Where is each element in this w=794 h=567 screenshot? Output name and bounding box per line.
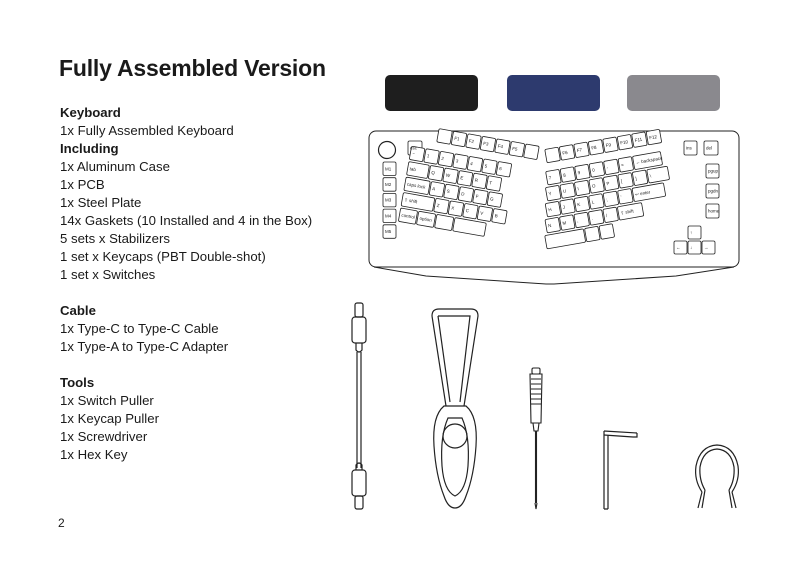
key-label: del bbox=[706, 145, 713, 151]
color-swatch-navy bbox=[507, 75, 600, 111]
key-label: N bbox=[547, 222, 552, 229]
key-label: F11 bbox=[634, 136, 643, 143]
key-label: F1 bbox=[453, 135, 460, 142]
key-label: \ bbox=[649, 173, 652, 179]
key-label: F7 bbox=[576, 147, 583, 154]
key-label: F8 bbox=[590, 144, 597, 151]
key-label: F10 bbox=[619, 139, 629, 146]
list-item: 1 set x Switches bbox=[60, 267, 156, 282]
color-swatch-black bbox=[385, 75, 478, 111]
key-label: O bbox=[591, 183, 596, 189]
key-label: F6 bbox=[561, 149, 568, 156]
key-label: . bbox=[591, 215, 594, 221]
key-label: 2 bbox=[440, 155, 445, 162]
key-label: V bbox=[479, 210, 484, 216]
key-label: G bbox=[489, 196, 495, 202]
screwdriver-illustration bbox=[524, 365, 548, 515]
package-contents-list bbox=[60, 104, 312, 464]
key-label: U bbox=[562, 188, 567, 194]
key-label: Q bbox=[430, 169, 436, 176]
list-item: 14x Gaskets (10 Installed and 4 in the Box) bbox=[60, 213, 313, 228]
key-label: [ bbox=[620, 178, 623, 184]
key-label: F bbox=[475, 193, 479, 200]
keycap-puller-illustration bbox=[424, 306, 486, 516]
keycap bbox=[437, 129, 453, 145]
list-item: 1x Screwdriver bbox=[60, 429, 148, 444]
key-label: - bbox=[606, 165, 609, 171]
list-item: 1 set x Keycaps (PBT Double-shot) bbox=[60, 249, 266, 264]
keycap bbox=[453, 218, 487, 237]
key-label: ins bbox=[686, 145, 692, 151]
key-label: ~ bbox=[411, 150, 416, 157]
key-label: pgup bbox=[708, 168, 719, 174]
knob-icon bbox=[379, 142, 396, 159]
key-label: ' bbox=[620, 194, 622, 200]
list-item: 1x Keycap Puller bbox=[60, 411, 159, 426]
page-number: 2 bbox=[58, 516, 65, 530]
key-label: ] bbox=[634, 175, 638, 182]
key-label: F2 bbox=[468, 138, 475, 145]
key-label: M5 bbox=[385, 229, 392, 235]
list-item: 1x PCB bbox=[60, 177, 105, 192]
key-label: ⇧ shift bbox=[620, 208, 634, 216]
list-item: 1x Steel Plate bbox=[60, 195, 142, 210]
key-label: S bbox=[446, 188, 451, 195]
list-item: 1x Type-A to Type-C Adapter bbox=[60, 339, 229, 354]
key-label: T bbox=[488, 180, 493, 186]
key-label: esc bbox=[410, 145, 418, 151]
key-label: → bbox=[704, 245, 709, 250]
key-label: pgdn bbox=[708, 188, 719, 194]
key-label: M bbox=[562, 220, 567, 226]
key-label: F3 bbox=[482, 140, 489, 147]
key-label: 7 bbox=[548, 175, 552, 181]
key-label: R bbox=[474, 177, 479, 184]
list-item: 1x Type-C to Type-C Cable bbox=[60, 321, 219, 336]
hex-key-illustration bbox=[600, 425, 642, 513]
key-label: W bbox=[445, 172, 451, 179]
color-swatch-grey bbox=[627, 75, 720, 111]
key-label: , bbox=[576, 218, 579, 224]
key-label: A bbox=[431, 186, 436, 192]
key-label: X bbox=[450, 205, 455, 211]
key-label: 5 bbox=[484, 163, 488, 169]
list-item: 1x Fully Assembled Keyboard bbox=[60, 123, 234, 138]
key-label: 8 bbox=[562, 172, 567, 178]
key-label: ← backspace bbox=[635, 155, 663, 166]
key-label: M4 bbox=[385, 213, 392, 219]
key-label: Y bbox=[548, 190, 552, 197]
key-label: 9 bbox=[577, 169, 581, 176]
usb-c-cable-illustration bbox=[344, 300, 374, 515]
key-label: 1 bbox=[426, 153, 430, 159]
key-label: 6 bbox=[498, 165, 503, 172]
key-label: F5 bbox=[511, 145, 518, 152]
section-heading-including: Including bbox=[60, 141, 119, 156]
key-label: M2 bbox=[385, 181, 392, 187]
key-label: C bbox=[465, 207, 470, 214]
key-label: K bbox=[576, 201, 581, 208]
keycap bbox=[585, 226, 601, 242]
key-label: option bbox=[419, 215, 433, 223]
key-label: Z bbox=[436, 202, 440, 209]
key-label: J bbox=[562, 204, 566, 210]
key-label: 0 bbox=[591, 167, 596, 173]
key-label: F12 bbox=[648, 134, 658, 141]
section-heading-cable: Cable bbox=[60, 303, 96, 318]
list-item: 1x Aluminum Case bbox=[60, 159, 170, 174]
key-label: H bbox=[547, 206, 552, 213]
key-label: ↓ bbox=[690, 245, 693, 250]
key-label: I bbox=[577, 186, 580, 192]
keyboard-illustration bbox=[366, 128, 742, 288]
key-label: 3 bbox=[455, 158, 459, 164]
key-label: 4 bbox=[469, 160, 474, 167]
key-label: = bbox=[620, 162, 625, 168]
page-title: Fully Assembled Version bbox=[59, 55, 326, 81]
list-item: 1x Hex Key bbox=[60, 447, 128, 462]
key-label: M1 bbox=[385, 166, 392, 172]
list-item: 1x Switch Puller bbox=[60, 393, 154, 408]
key-label: ↩ enter bbox=[634, 189, 651, 198]
key-label: E bbox=[459, 175, 464, 181]
key-label: P bbox=[606, 180, 610, 187]
list-item: 5 sets x Stabilizers bbox=[60, 231, 170, 246]
key-label: / bbox=[605, 213, 608, 219]
key-label: D bbox=[460, 191, 465, 197]
key-label: F9 bbox=[605, 142, 612, 149]
key-label: F4 bbox=[497, 143, 504, 150]
keycap bbox=[435, 214, 454, 230]
key-label: L bbox=[591, 199, 595, 205]
key-label: ⇧ shift bbox=[403, 197, 418, 205]
key-label: control bbox=[401, 212, 416, 220]
keycap bbox=[545, 147, 561, 163]
keycap bbox=[524, 144, 540, 160]
key-label: home bbox=[708, 208, 720, 214]
key-label: ; bbox=[605, 197, 608, 203]
key-label: B bbox=[494, 213, 499, 219]
keycap bbox=[599, 224, 615, 240]
key-label: M3 bbox=[385, 197, 392, 203]
key-label: tab bbox=[409, 166, 417, 173]
section-heading-keyboard: Keyboard bbox=[60, 105, 121, 120]
key-label: ↑ bbox=[690, 230, 693, 235]
switch-puller-illustration bbox=[690, 440, 744, 512]
key-label: ← bbox=[676, 245, 681, 250]
section-heading-tools: Tools bbox=[60, 375, 95, 390]
key-label: caps lock bbox=[406, 181, 426, 190]
